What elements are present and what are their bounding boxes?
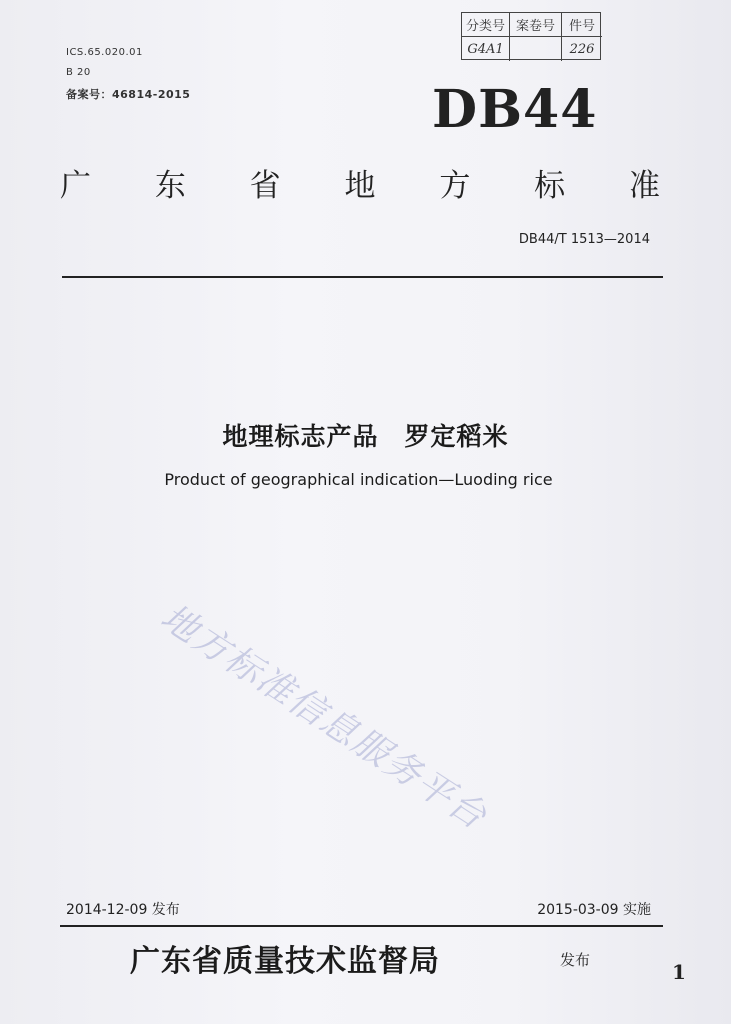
standard-type-char: 广 bbox=[60, 167, 91, 204]
record-number: 备案号：46814-2015 bbox=[66, 88, 191, 101]
standard-code: DB44/T 1513—2014 bbox=[518, 232, 650, 247]
standard-type-char: 省 bbox=[249, 167, 281, 204]
bottom-divider bbox=[60, 925, 663, 927]
standard-type-char: 准 bbox=[628, 167, 660, 204]
stamp-header-item: 件号 bbox=[562, 13, 602, 37]
ics-code: ICS.65.020.01 bbox=[66, 47, 143, 58]
top-divider bbox=[62, 276, 663, 278]
standard-type-char: 地 bbox=[344, 167, 376, 204]
standard-type-char: 东 bbox=[154, 167, 186, 204]
standard-type-char: 标 bbox=[534, 167, 566, 204]
standard-type-char: 方 bbox=[439, 167, 471, 204]
title-english: Product of geographical indication—Luoding rice bbox=[164, 470, 553, 489]
stamp-value-item: 226 bbox=[569, 41, 595, 57]
stamp-header-category: 分类号 bbox=[462, 13, 510, 37]
title-chinese: 地理标志产品 罗定稻米 bbox=[222, 422, 509, 451]
classification-stamp bbox=[461, 12, 601, 60]
stamp-header-file: 案卷号 bbox=[510, 13, 562, 37]
stamp-value-file bbox=[510, 37, 562, 61]
issue-label: 发布 bbox=[560, 951, 591, 969]
stamp-value-category: G4A1 bbox=[462, 37, 510, 61]
implement-date: 2015-03-09 实施 bbox=[537, 902, 651, 918]
publish-date: 2014-12-09 发布 bbox=[66, 902, 180, 918]
issuer-name: 广东省质量技术监督局 bbox=[130, 944, 440, 979]
db44-logo: DB44 bbox=[432, 79, 598, 140]
ccs-code: B 20 bbox=[66, 67, 91, 78]
watermark: 地方标准信息服务平台 bbox=[153, 596, 495, 839]
page-number: 1 bbox=[672, 960, 686, 984]
standard-type-heading bbox=[60, 158, 660, 206]
